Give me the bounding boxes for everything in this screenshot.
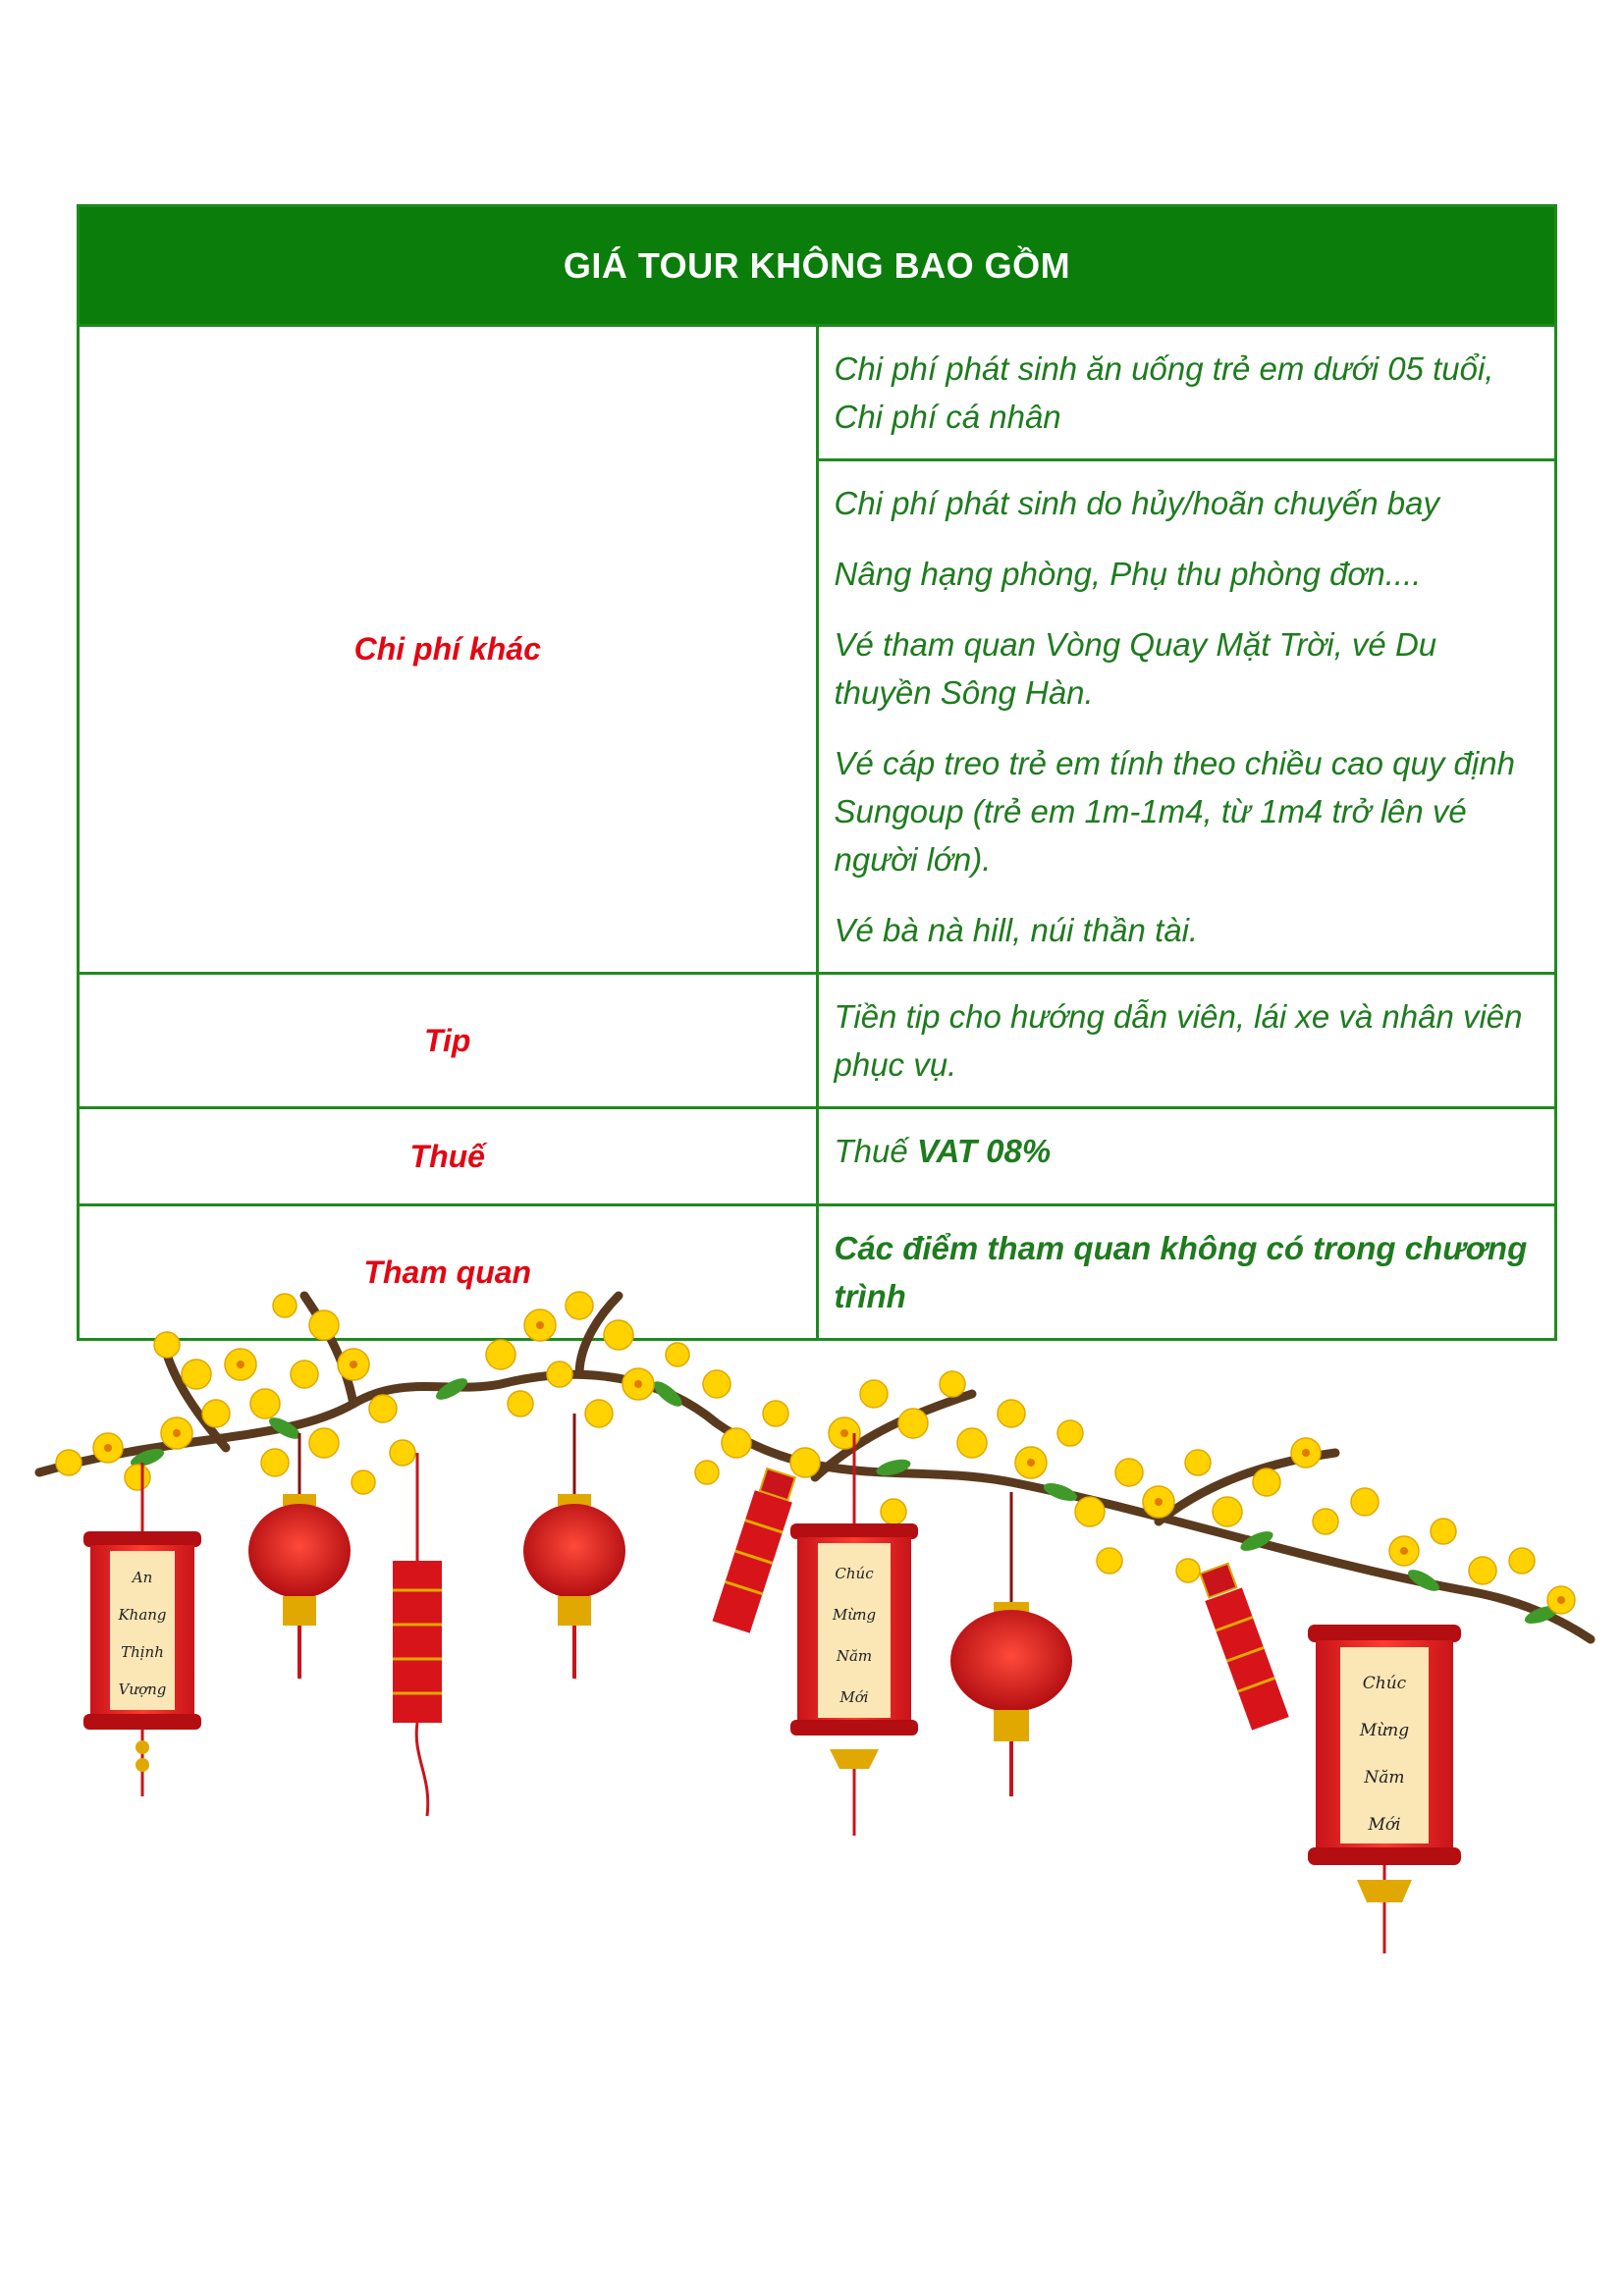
lantern-icon <box>950 1492 1072 1796</box>
tour-exclusions-table <box>77 204 1557 1341</box>
row-label-tip: Tip <box>79 974 818 1108</box>
table-header: GIÁ TOUR KHÔNG BAO GỒM <box>79 206 1556 326</box>
row-content <box>817 974 1556 1108</box>
list-item: Chi phí phát sinh ăn uống trẻ em dưới 05 tuổi, Chi phí cá nhân <box>834 350 1494 435</box>
tax-value: VAT 08% <box>916 1133 1052 1169</box>
scroll-an-khang <box>83 1463 201 1796</box>
tet-decoration-illustration <box>29 1266 1600 1953</box>
scroll-text: Thịnh <box>121 1643 164 1661</box>
scroll-text: Mới <box>839 1688 869 1706</box>
row-label-tax: Thuế <box>79 1108 818 1205</box>
scroll-text: Mừng <box>1359 1721 1410 1740</box>
row-content <box>817 1108 1556 1205</box>
table-row <box>79 326 1556 460</box>
firecrackers-icon <box>393 1453 442 1816</box>
scroll-text: Vượng <box>118 1681 167 1698</box>
firecrackers-icon <box>1196 1562 1289 1731</box>
row-content <box>817 326 1556 460</box>
row-content <box>817 460 1556 974</box>
scroll-text: Khang <box>118 1606 167 1624</box>
list-item: Chi phí phát sinh do hủy/hoãn chuyến bay <box>834 485 1439 521</box>
firecrackers-icon <box>713 1467 800 1632</box>
scroll-text: Mừng <box>832 1606 877 1624</box>
list-item: Vé tham quan Vòng Quay Mặt Trời, vé Du thuyền Sông Hàn. <box>834 626 1437 711</box>
tax-text <box>835 1127 1543 1175</box>
sightseeing-text: Các điểm tham quan không có trong chương trình <box>834 1230 1528 1314</box>
scroll-text: Năm <box>836 1647 873 1665</box>
list-item: Nâng hạng phòng, Phụ thu phòng đơn.... <box>834 556 1422 592</box>
scroll-text: Chúc <box>1362 1674 1407 1693</box>
tip-text: Tiền tip cho hướng dẫn viên, lái xe và nhân viên phục vụ. <box>834 998 1523 1083</box>
table-row <box>79 974 1556 1108</box>
row-label-other-costs: Chi phí khác <box>79 326 818 974</box>
lantern-icon <box>523 1414 625 1679</box>
tax-prefix: Thuế <box>834 1133 917 1169</box>
list-item: Vé bà nà hill, núi thần tài. <box>834 912 1199 948</box>
scroll-text: Mới <box>1368 1815 1401 1835</box>
scroll-chuc-mung <box>790 1433 918 1836</box>
row-label-sightseeing: Tham quan <box>79 1205 818 1340</box>
scroll-chuc-mung-2 <box>1308 1625 1461 1953</box>
scroll-text: Chúc <box>835 1565 874 1582</box>
scroll-text: Năm <box>1364 1768 1405 1788</box>
scroll-text: An <box>132 1569 153 1586</box>
list-item: Vé cáp treo trẻ em tính theo chiều cao quy định Sungoup (trẻ em 1m-1m4, từ 1m4 trở lên vé người lớn). <box>834 745 1515 878</box>
table-row <box>79 1108 1556 1205</box>
